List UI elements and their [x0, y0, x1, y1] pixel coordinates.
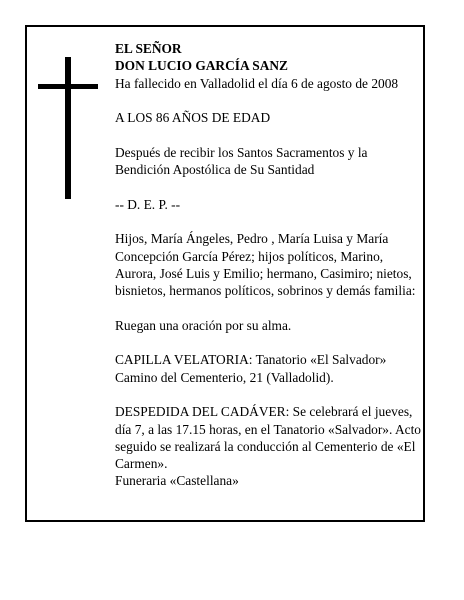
- farewell-line: Carmen».: [115, 456, 168, 472]
- cross-icon-bar: [38, 84, 98, 89]
- family-line: Aurora, José Luis y Emilio; hermano, Casimiro; nietos,: [115, 265, 412, 281]
- chapel-line: CAPILLA VELATORIA: Tanatorio «El Salvador»: [115, 352, 387, 368]
- obituary-notice: [25, 25, 425, 522]
- sacraments-line: Después de recibir los Santos Sacramentos y la: [115, 144, 368, 160]
- family-line: Concepción García Pérez; hijos políticos, Marino,: [115, 248, 384, 264]
- farewell-line: DESPEDIDA DEL CADÁVER: Se celebrará el jueves,: [115, 404, 413, 420]
- farewell-line: día 7, a las 17.15 horas, en el Tanatorio «Salvador». Acto: [115, 421, 421, 437]
- age-line: A LOS 86 AÑOS DE EDAD: [115, 110, 271, 126]
- chapel-line: Camino del Cementerio, 21 (Valladolid).: [115, 369, 334, 385]
- sacraments-line: Bendición Apostólica de Su Santidad: [115, 162, 315, 178]
- prayer-line: Ruegan una oración por su alma.: [115, 317, 292, 333]
- rip-line: -- D. E. P. --: [115, 196, 181, 212]
- funeral-home: Funeraria «Castellana»: [115, 473, 239, 489]
- notice-text: [115, 40, 427, 490]
- honorific: EL SEÑOR: [115, 41, 182, 56]
- cross-icon: [65, 57, 71, 199]
- family-line: Hijos, María Ángeles, Pedro , María Luisa y María: [115, 231, 389, 247]
- family-line: bisnietos, hermanos políticos, sobrinos y demás familia:: [115, 283, 416, 299]
- death-line: Ha fallecido en Valladolid el día 6 de agosto de 2008: [115, 75, 399, 91]
- deceased-name: DON LUCIO GARCÍA SANZ: [115, 58, 288, 74]
- farewell-line: seguido se realizará la conducción al Cementerio de «El: [115, 438, 416, 454]
